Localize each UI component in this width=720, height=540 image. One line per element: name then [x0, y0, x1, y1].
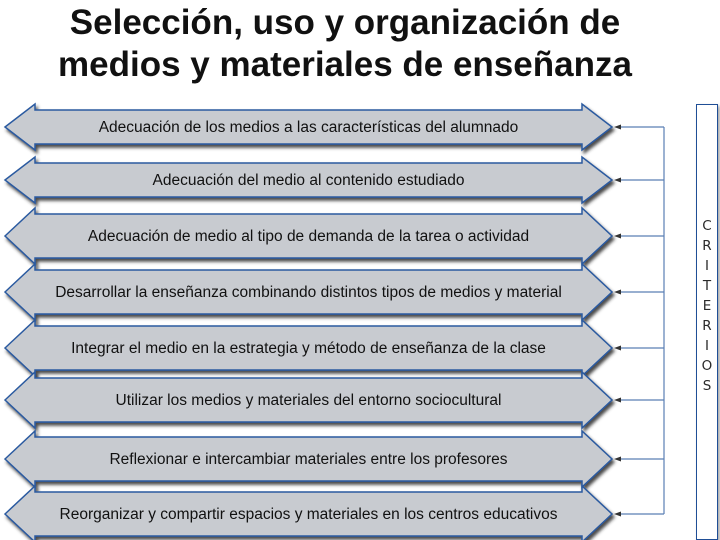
criterios-letter-9: S — [702, 378, 712, 394]
arrow-label-8: Reorganizar y compartir espacios y materiales en los centros educativos — [59, 505, 558, 523]
connector-arrowhead-5 — [614, 346, 621, 351]
arrow-label-2: Adecuación del medio al contenido estudiado — [152, 171, 465, 189]
criterios-letter-7: I — [705, 338, 709, 354]
connector-arrowhead-6 — [614, 398, 621, 403]
criterios-letter-8: O — [701, 358, 713, 374]
arrow-label-1: Adecuación de los medios a las características del alumnado — [98, 118, 519, 136]
connector-arrowhead-1 — [614, 125, 621, 130]
connector-arrowhead-8 — [614, 512, 621, 517]
connector-arrowhead-2 — [614, 178, 621, 183]
criterios-letter-5: E — [702, 298, 712, 314]
title-line-2: medios y materiales de enseñanza — [58, 45, 632, 84]
connector-arrowhead-3 — [614, 234, 621, 239]
arrow-label-6: Utilizar los medios y materiales del entorno sociocultural — [115, 391, 502, 409]
criterios-letter-1: C — [702, 218, 712, 234]
arrow-label-4: Desarrollar la enseñanza combinando distintos tipos de medios y material — [55, 283, 562, 301]
criterios-letter-2: R — [702, 238, 712, 254]
criterios-letter-6: R — [702, 318, 712, 334]
criterios-letter-4: T — [702, 278, 712, 294]
title-line-1: Selección, uso y organización de — [69, 3, 621, 42]
arrow-label-5: Integrar el medio en la estrategia y método de enseñanza de la clase — [71, 339, 546, 357]
arrow-label-3: Adecuación de medio al tipo de demanda de la tarea o actividad — [87, 227, 530, 245]
connector-arrowhead-4 — [614, 290, 621, 295]
criterios-letter-3: I — [705, 258, 709, 274]
connector-arrowhead-7 — [614, 457, 621, 462]
criterios-vertical-label — [696, 216, 718, 396]
arrow-label-7: Reflexionar e intercambiar materiales entre los profesores — [109, 450, 508, 468]
